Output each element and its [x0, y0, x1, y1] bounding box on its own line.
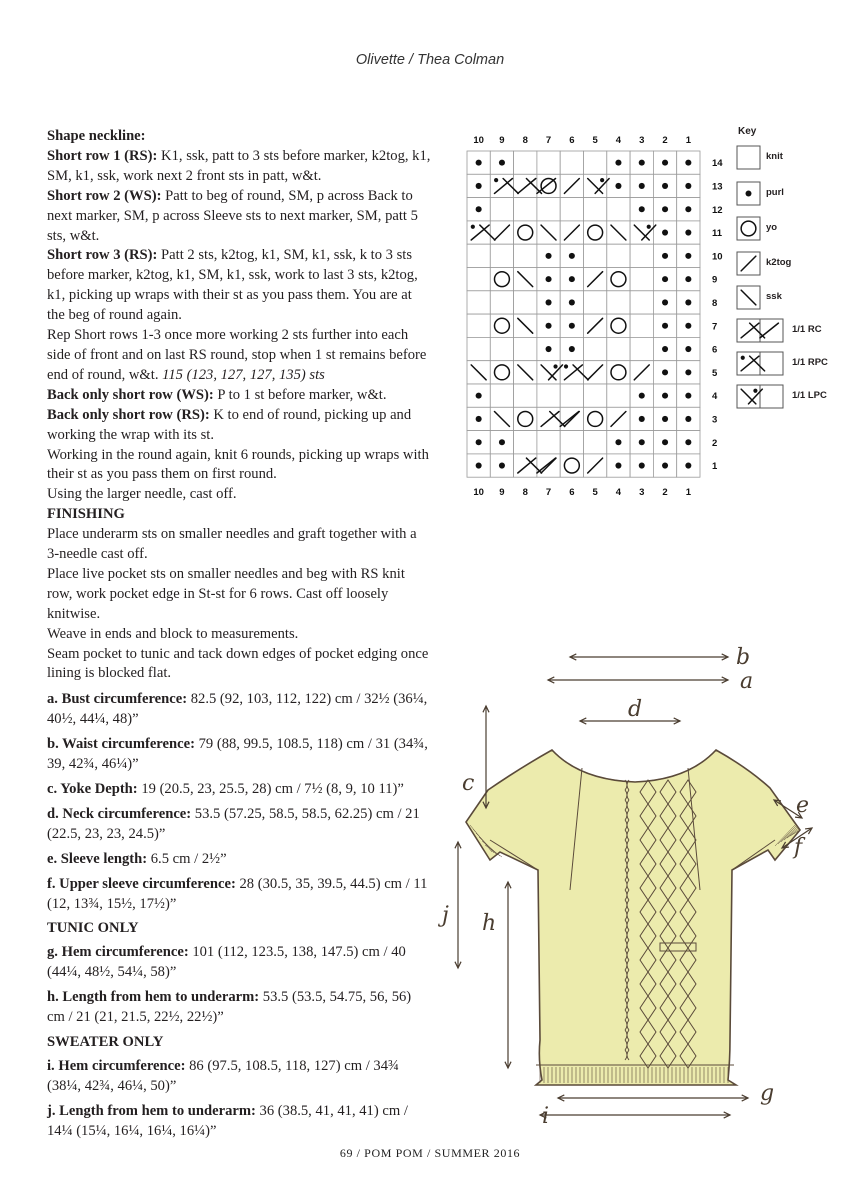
letter-h: h	[482, 911, 497, 936]
chart-row-label: 4	[712, 391, 718, 403]
chart-symbol-purl	[662, 323, 668, 329]
chart-row-label: 11	[712, 228, 723, 240]
key-item-purl	[736, 181, 846, 205]
stitch-chart	[440, 128, 723, 499]
chart-column-label-top: 3	[639, 135, 645, 146]
key-label: 1/1 LPC	[792, 390, 827, 401]
chart-cell	[514, 431, 537, 454]
chart-row-label: 9	[712, 274, 718, 286]
chart-symbol-purl	[615, 160, 621, 166]
repeat-instruction: Rep Short rows 1-3 once more working 2 sts further into each side of front and on last RS round, stop when 1 st remains before end of round, w&t. 115 (123, 127, 127, 135) sts	[47, 327, 427, 383]
chart-cell	[584, 151, 607, 174]
chart-row-label: 14	[712, 158, 723, 170]
chart-cell	[560, 151, 583, 174]
chart-symbol-purl	[639, 183, 645, 189]
schematic-drawing	[430, 640, 830, 1140]
chart-cell	[490, 198, 513, 221]
chart-row-label: 3	[712, 414, 718, 426]
chart-symbol-purl	[685, 299, 691, 305]
chart-cell	[490, 384, 513, 407]
chart-symbol-purl	[476, 416, 482, 422]
measurement-f: f. Upper sleeve circumference: 28 (30.5, 35, 39.5, 44.5) cm / 11 (12, 13¾, 15½, 17½)”	[47, 875, 428, 912]
chart-column-label-bottom: 6	[569, 487, 575, 499]
letter-e: e	[796, 793, 810, 818]
letter-d: d	[628, 697, 643, 722]
chart-column-label-top: 5	[592, 135, 598, 146]
chart-cell	[467, 291, 490, 314]
chart-cell	[490, 244, 513, 267]
chart-symbol-purl	[639, 160, 645, 166]
chart-symbol-purl	[685, 416, 691, 422]
chart-column-label-top: 1	[685, 135, 691, 146]
chart-cell	[630, 314, 653, 337]
chart-row-label: 2	[712, 437, 718, 449]
chart-symbol-purl	[546, 276, 552, 282]
short-row-3: Short row 3 (RS): Patt 2 sts, k2tog, k1, SM, k1, ssk, k to 3 sts before marker, k2tog, k1, SM, k1, ssk, work to last 3 sts, k2tog, k1, picking up wraps with their st as you pass them. You are at the beg of round again.	[47, 247, 418, 324]
finishing-step: Seam pocket to tunic and tack down edges of pocket edging once lining is blocked flat.	[47, 645, 429, 682]
chart-column-label-top: 9	[499, 135, 505, 146]
chart-symbol-purl	[476, 393, 482, 399]
chart-symbol-purl	[615, 439, 621, 445]
chart-cell	[630, 244, 653, 267]
letter-b: b	[736, 645, 751, 670]
chart-symbol-purl	[662, 439, 668, 445]
chart-cell	[514, 198, 537, 221]
page-footer: 69 / POM POM / SUMMER 2016	[339, 1146, 521, 1160]
key-item-ssk	[736, 285, 846, 309]
chart-cell	[584, 337, 607, 360]
key-item-lpc	[736, 384, 846, 408]
chart-symbol-purl	[662, 183, 668, 189]
chart-symbol-purl	[685, 393, 691, 399]
chart-symbol-purl	[476, 160, 482, 166]
chart-symbol-purl	[662, 416, 668, 422]
letter-j: j	[442, 903, 449, 928]
chart-symbol-purl	[569, 253, 575, 259]
chart-symbol-purl	[569, 276, 575, 282]
key-label: purl	[766, 187, 784, 198]
chart-column-label-top: 2	[662, 135, 668, 146]
key-item-yo	[736, 216, 846, 240]
chart-cell	[537, 431, 560, 454]
chart-cell	[514, 244, 537, 267]
chart-cell	[607, 291, 630, 314]
finishing-heading: FINISHING	[47, 506, 125, 523]
measurement-i: i. Hem circumference: 86 (97.5, 108.5, 118, 127) cm / 34¾ (38¼, 42¾, 46¼, 50)”	[47, 1057, 399, 1094]
chart-symbol-purl	[499, 439, 505, 445]
key-swatch-lpc-icon	[736, 384, 784, 409]
chart-symbol-purl	[569, 299, 575, 305]
chart-symbol-purl	[662, 299, 668, 305]
chart-symbol-purl	[639, 439, 645, 445]
key-item-rc	[736, 318, 846, 342]
chart-symbol-purl	[546, 299, 552, 305]
measurement-b: b. Waist circumference: 79 (88, 99.5, 108.5, 118) cm / 31 (34¾, 39, 42¾, 46¼)”	[47, 736, 428, 773]
chart-symbol-purl	[685, 369, 691, 375]
chart-cell	[584, 431, 607, 454]
chart-cell	[630, 268, 653, 291]
running-header: Olivette / Thea Colman	[355, 52, 505, 68]
chart-symbol-purl	[615, 183, 621, 189]
chart-cell	[537, 151, 560, 174]
chart-cell	[584, 291, 607, 314]
chart-symbol-purl	[685, 463, 691, 469]
chart-cell	[607, 244, 630, 267]
castoff-instruction: Using the larger needle, cast off.	[47, 486, 237, 503]
chart-column-label-bottom: 3	[639, 487, 645, 499]
chart-column-label-bottom: 1	[685, 487, 691, 499]
finishing-step: Place live pocket sts on smaller needles and beg with RS knit row, work pocket edge in St-st for 6 rows. Cast off loosely knitwise.	[47, 565, 405, 622]
chart-symbol-purl	[685, 439, 691, 445]
stitch-chart-grid	[440, 128, 723, 499]
chart-symbol-purl	[662, 369, 668, 375]
chart-cell	[537, 198, 560, 221]
key-label: 1/1 RPC	[792, 357, 828, 368]
chart-symbol-purl	[639, 416, 645, 422]
measurement-e: e. Sleeve length: 6.5 cm / 2½”	[47, 850, 227, 867]
tunic-schematic	[430, 640, 830, 1140]
key-item-k2tog	[736, 251, 846, 275]
chart-cell	[630, 291, 653, 314]
letter-i: i	[542, 1104, 550, 1129]
key-swatch-rc-icon	[736, 318, 784, 343]
measurement-a: a. Bust circumference: 82.5 (92, 103, 112, 122) cm / 32½ (36¼, 40½, 44¼, 48)”	[47, 691, 428, 728]
chart-symbol-purl	[685, 323, 691, 329]
chart-symbol-purl	[685, 276, 691, 282]
chart-symbol-purl	[546, 346, 552, 352]
chart-column-label-bottom: 7	[545, 487, 552, 499]
chart-cell	[560, 431, 583, 454]
chart-symbol-purl	[499, 160, 505, 166]
round-instruction: Working in the round again, knit 6 rounds, picking up wraps with their st as you pass them on first round.	[47, 446, 429, 483]
finishing-step: Weave in ends and block to measurements.	[47, 625, 299, 642]
letter-f: f	[794, 835, 803, 860]
measurement-j: j. Length from hem to underarm: 36 (38.5, 41, 41, 41) cm / 14¼ (15¼, 16¼, 16¼, 16¼)”	[47, 1102, 408, 1139]
key-swatch-k2tog-icon	[736, 251, 761, 276]
chart-symbol-purl	[662, 253, 668, 259]
chart-symbol-purl	[685, 160, 691, 166]
chart-symbol-purl	[662, 346, 668, 352]
chart-symbol-purl	[662, 160, 668, 166]
chart-cell	[514, 384, 537, 407]
back-short-row-rs: Back only short row (RS): K to end of round, picking up and working the wrap with its st.	[47, 406, 412, 443]
garment-outline	[466, 750, 800, 1085]
chart-row-label: 13	[712, 181, 723, 193]
chart-column-label-bottom: 5	[592, 487, 598, 499]
chart-cell	[584, 198, 607, 221]
chart-row-label: 6	[712, 344, 718, 356]
letter-g: g	[760, 1081, 775, 1106]
key-swatch-ssk-icon	[736, 285, 761, 310]
measurement-c: c. Yoke Depth: 19 (20.5, 23, 25.5, 28) cm / 7½ (8, 9, 10 11)”	[47, 781, 404, 797]
chart-cell	[584, 244, 607, 267]
chart-row-label: 1	[712, 461, 718, 473]
chart-cell	[537, 384, 560, 407]
chart-cell	[560, 384, 583, 407]
letter-c: c	[462, 771, 475, 796]
sweater-heading: SWEATER ONLY	[47, 1033, 164, 1050]
chart-symbol-purl	[476, 183, 482, 189]
measurement-d: d. Neck circumference: 53.5 (57.25, 58.5, 58.5, 62.25) cm / 21 (22.5, 23, 23, 24.5)”	[47, 805, 420, 842]
chart-symbol-purl	[639, 463, 645, 469]
key-item-knit	[736, 145, 846, 169]
chart-column-label-bottom: 8	[522, 487, 528, 499]
chart-symbol-purl	[662, 206, 668, 212]
chart-symbol-purl	[685, 206, 691, 212]
key-label: ssk	[766, 291, 782, 302]
chart-symbol-purl	[476, 463, 482, 469]
chart-symbol-purl	[569, 323, 575, 329]
short-row-1: Short row 1 (RS): K1, ssk, patt to 3 sts before marker, k2tog, k1, SM, k1, ssk, work next 2 front sts in patt, w&t.	[47, 147, 431, 184]
key-label: knit	[766, 151, 783, 162]
chart-symbol-purl	[662, 230, 668, 236]
chart-column-label-top: 10	[473, 135, 484, 146]
chart-cell	[490, 291, 513, 314]
chart-symbol-purl	[685, 346, 691, 352]
chart-row-label: 5	[712, 367, 718, 379]
chart-cell	[607, 198, 630, 221]
chart-column-label-bottom: 9	[499, 487, 505, 499]
chart-symbol-purl	[639, 393, 645, 399]
chart-row-label: 10	[712, 251, 723, 263]
chart-cell	[630, 337, 653, 360]
chart-column-label-top: 8	[522, 135, 528, 146]
chart-cell	[467, 337, 490, 360]
chart-cell	[467, 314, 490, 337]
chart-cell	[514, 291, 537, 314]
key-item-rpc	[736, 351, 846, 375]
chart-cell	[560, 198, 583, 221]
key-swatch-rpc-icon	[736, 351, 784, 376]
key-title: Key	[738, 126, 757, 137]
tunic-heading: TUNIC ONLY	[47, 920, 139, 937]
chart-symbol-purl	[615, 463, 621, 469]
back-short-row-ws: Back only short row (WS): P to 1 st before marker, w&t.	[47, 386, 387, 403]
letter-a: a	[740, 669, 754, 694]
neckline-heading: Shape neckline:	[47, 128, 146, 144]
short-row-2: Short row 2 (WS): Patt to beg of round, SM, p across Back to next marker, SM, p across Sleeve sts to next marker, SM, patt 5 sts, w&t.	[47, 187, 418, 244]
chart-symbol-purl	[476, 439, 482, 445]
chart-column-label-bottom: 2	[662, 487, 668, 499]
key-swatch-purl-icon	[736, 181, 761, 206]
chart-cell	[467, 244, 490, 267]
chart-symbol-purl	[546, 253, 552, 259]
chart-cell	[490, 337, 513, 360]
chart-cell	[514, 151, 537, 174]
chart-symbol-purl	[546, 323, 552, 329]
chart-symbol-purl	[499, 463, 505, 469]
chart-column-label-top: 6	[569, 135, 575, 146]
key-label: 1/1 RC	[792, 324, 822, 335]
chart-cell	[584, 384, 607, 407]
chart-cell	[607, 337, 630, 360]
chart-symbol-purl	[662, 276, 668, 282]
chart-column-label-top: 7	[545, 135, 552, 146]
pattern-text-column	[47, 127, 432, 1147]
chart-cell	[607, 384, 630, 407]
finishing-step: Place underarm sts on smaller needles and graft together with a 3-needle cast off.	[47, 526, 417, 563]
chart-key	[728, 123, 838, 413]
chart-column-label-top: 4	[615, 135, 622, 146]
chart-row-label: 7	[712, 321, 718, 333]
chart-symbol-purl	[569, 346, 575, 352]
chart-row-label: 12	[712, 204, 723, 216]
measurement-h: h. Length from hem to underarm: 53.5 (53.5, 54.75, 56, 56) cm / 21 (21, 21.5, 22½, 22½)”	[47, 989, 412, 1026]
key-swatch-knit-icon	[736, 145, 761, 170]
chart-column-label-bottom: 10	[473, 487, 484, 499]
chart-symbol-purl	[685, 230, 691, 236]
chart-symbol-purl	[476, 206, 482, 212]
key-label: yo	[766, 222, 778, 233]
chart-symbol-purl	[685, 253, 691, 259]
chart-cell	[467, 268, 490, 291]
chart-symbol-purl	[685, 183, 691, 189]
key-label: k2tog	[766, 257, 792, 268]
chart-cell	[514, 337, 537, 360]
chart-symbol-purl	[662, 463, 668, 469]
measurement-g: g. Hem circumference: 101 (112, 123.5, 138, 147.5) cm / 40 (44¼, 48½, 54¼, 58)”	[47, 944, 406, 981]
chart-symbol-purl	[639, 206, 645, 212]
key-swatch-yo-icon	[736, 216, 761, 241]
chart-symbol-purl	[662, 393, 668, 399]
chart-row-label: 8	[712, 297, 718, 309]
chart-column-label-bottom: 4	[615, 487, 622, 499]
